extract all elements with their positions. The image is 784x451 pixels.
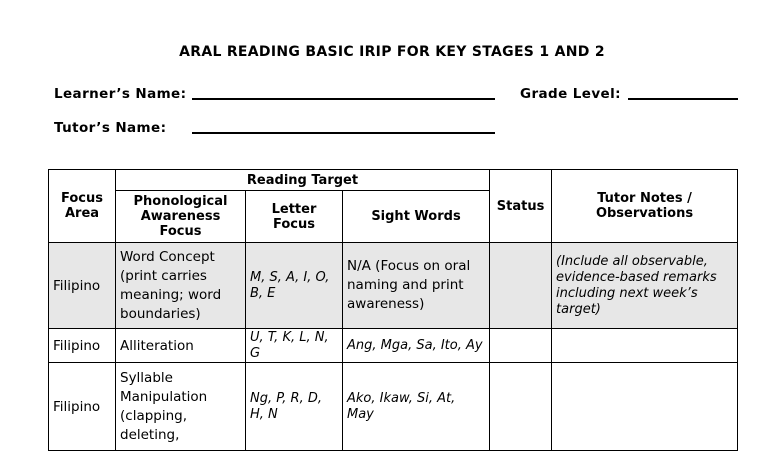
grade-level-line[interactable] bbox=[628, 98, 738, 100]
irip-table bbox=[48, 169, 738, 451]
cell-notes[interactable]: (Include all observable, evidence-based remarks including next week’s target) bbox=[552, 243, 738, 329]
table-row bbox=[49, 363, 738, 451]
table-row bbox=[49, 329, 738, 363]
table-row bbox=[49, 243, 738, 329]
tutor-name-label: Tutor’s Name: bbox=[54, 120, 167, 136]
cell-focus-area: Filipino bbox=[49, 243, 116, 329]
cell-phonological: Word Concept (print carries meaning; word boundaries) bbox=[116, 243, 246, 329]
cell-phonological: Alliteration bbox=[116, 329, 246, 363]
grade-level-label: Grade Level: bbox=[520, 86, 621, 102]
cell-sight-words: N/A (Focus on oral naming and print awareness) bbox=[343, 243, 490, 329]
learner-name-line[interactable] bbox=[192, 98, 495, 100]
header-tutor-notes: Tutor Notes / Observations bbox=[552, 170, 738, 243]
header-sight-words: Sight Words bbox=[343, 191, 490, 243]
cell-sight-words: Ako, Ikaw, Si, At, May bbox=[343, 363, 490, 451]
learner-name-label: Learner’s Name: bbox=[54, 86, 187, 102]
cell-status[interactable] bbox=[490, 243, 552, 329]
cell-status[interactable] bbox=[490, 363, 552, 451]
cell-focus-area: Filipino bbox=[49, 363, 116, 451]
header-focus-area: Focus Area bbox=[49, 170, 116, 243]
cell-letters: Ng, P, R, D, H, N bbox=[246, 363, 343, 451]
cell-sight-words: Ang, Mga, Sa, Ito, Ay bbox=[343, 329, 490, 363]
tutor-name-line[interactable] bbox=[192, 132, 495, 134]
cell-letters: M, S, A, I, O, B, E bbox=[246, 243, 343, 329]
cell-notes[interactable] bbox=[552, 363, 738, 451]
header-reading-target: Reading Target bbox=[116, 170, 490, 191]
cell-notes[interactable] bbox=[552, 329, 738, 363]
header-letter-focus: Letter Focus bbox=[246, 191, 343, 243]
page-title: ARAL READING BASIC IRIP FOR KEY STAGES 1 AND 2 bbox=[179, 44, 605, 60]
header-phonological: Phonological Awareness Focus bbox=[116, 191, 246, 243]
cell-letters: U, T, K, L, N, G bbox=[246, 329, 343, 363]
cell-focus-area: Filipino bbox=[49, 329, 116, 363]
cell-phonological: Syllable Manipulation (clapping, deleting, bbox=[116, 363, 246, 451]
header-status: Status bbox=[490, 170, 552, 243]
cell-status[interactable] bbox=[490, 329, 552, 363]
